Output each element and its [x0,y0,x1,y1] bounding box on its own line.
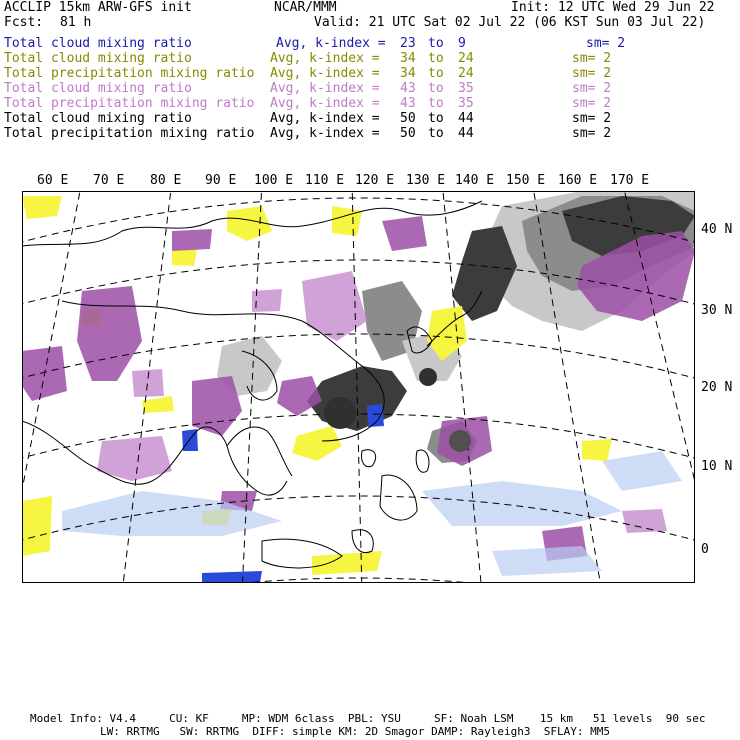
lon-label: 120 E [355,173,395,188]
field-avg-label: Avg, k-index = [270,66,380,81]
field-to: to [428,96,444,111]
field-avg-label: Avg, k-index = [270,126,380,141]
storm-core-philippine-sea [449,430,471,452]
field-to: to [428,66,444,81]
storm-core-east-china-sea [419,368,437,386]
lon-label: 170 E [610,173,650,188]
field-k-from: 43 [400,96,416,111]
lon-label: 90 E [205,173,237,188]
lon-label: 140 E [455,173,495,188]
field-sm: sm= 2 [572,126,612,141]
model-info-line2: LW: RRTMG SW: RRTMG DIFF: simple KM: 2D Smagor DAMP: Rayleigh3 SFLAY: MM5 [100,725,610,738]
field-to: to [428,36,444,51]
lon-label: 160 E [558,173,598,188]
lon-label: 70 E [93,173,125,188]
field-k-from: 23 [400,36,416,51]
field-k-to: 24 [458,51,474,66]
field-sm: sm= 2 [572,66,612,81]
field-k-from: 50 [400,126,416,141]
field-name: Total precipitation mixing ratio [4,66,255,81]
model-title: ACCLIP 15km ARW-GFS init [4,0,192,15]
model-info-line1: Model Info: V4.4 CU: KF MP: WDM 6class PBL: YSU SF: Noah LSM 15 km 51 levels 90 sec [30,712,706,725]
lat-label: 0 [701,542,709,557]
lat-label: 40 N [701,222,733,237]
field-sm: sm= 2 [572,111,612,126]
storm-core-south-china [324,397,356,429]
lon-label: 80 E [150,173,182,188]
field-name: Total cloud mixing ratio [4,111,192,126]
field-name: Total precipitation mixing ratio [4,96,255,111]
field-avg-label: Avg, k-index = [270,111,380,126]
valid-time: Valid: 21 UTC Sat 02 Jul 22 (06 KST Sun 03 Jul 22) [314,15,706,30]
org-label: NCAR/MMM [274,0,337,15]
field-avg-label: Avg, k-index = [270,51,380,66]
field-to: to [428,126,444,141]
field-name: Total cloud mixing ratio [4,36,192,51]
field-k-from: 50 [400,111,416,126]
lon-label: 150 E [506,173,546,188]
field-sm: sm= 2 [572,51,612,66]
field-name: Total cloud mixing ratio [4,81,192,96]
fcst-value: 81 h [60,15,92,30]
field-name: Total cloud mixing ratio [4,51,192,66]
lon-label: 110 E [305,173,345,188]
field-k-to: 44 [458,126,474,141]
field-k-from: 34 [400,51,416,66]
field-to: to [428,111,444,126]
field-k-to: 35 [458,96,474,111]
field-k-from: 34 [400,66,416,81]
field-k-to: 24 [458,66,474,81]
field-k-from: 43 [400,81,416,96]
field-to: to [428,81,444,96]
field-name: Total precipitation mixing ratio [4,126,255,141]
init-time: Init: 12 UTC Wed 29 Jun 22 [511,0,715,15]
lon-label: 60 E [37,173,69,188]
field-avg-label: Avg, k-index = [270,96,380,111]
lon-label: 130 E [406,173,446,188]
fcst-label: Fcst: [4,15,44,30]
lat-label: 10 N [701,459,733,474]
field-sm: sm= 2 [572,81,612,96]
field-k-to: 9 [458,36,466,51]
field-k-to: 35 [458,81,474,96]
field-sm: sm= 2 [586,36,626,51]
lat-label: 20 N [701,380,733,395]
field-sm: sm= 2 [572,96,612,111]
field-avg-label: Avg, k-index = [276,36,386,51]
lon-label: 100 E [254,173,294,188]
weather-map [22,191,695,583]
field-avg-label: Avg, k-index = [270,81,380,96]
field-k-to: 44 [458,111,474,126]
lat-label: 30 N [701,303,733,318]
field-to: to [428,51,444,66]
